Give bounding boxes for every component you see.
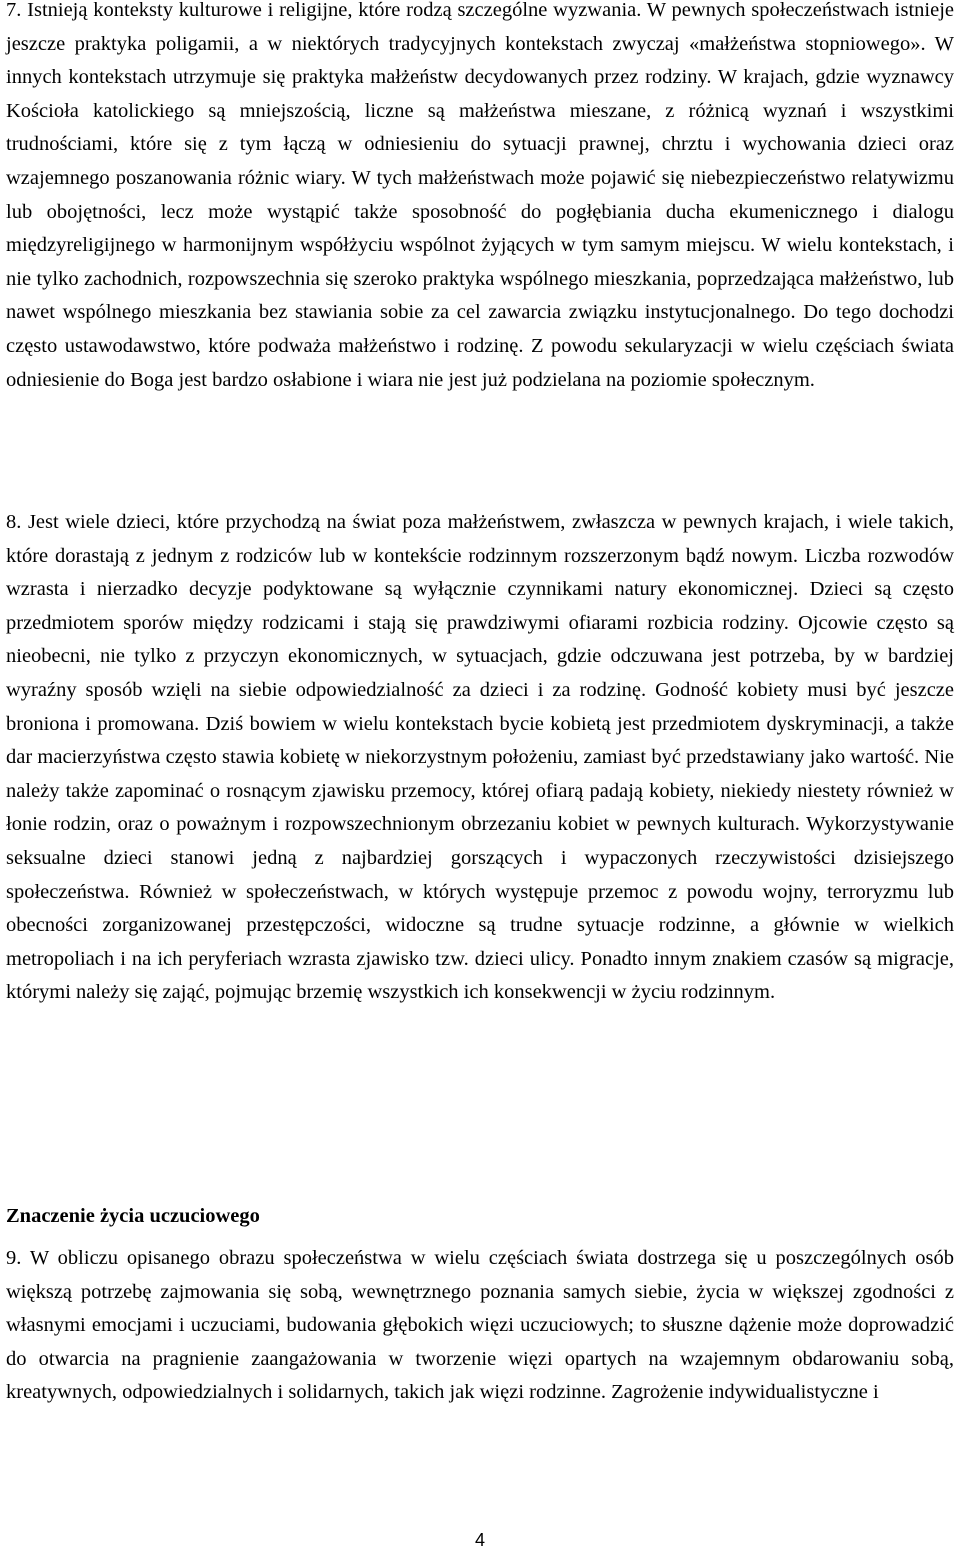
section-heading: Znaczenie życia uczuciowego bbox=[6, 1205, 260, 1227]
page-number: 4 bbox=[474, 1530, 485, 1550]
paragraph-9: 9. W obliczu opisanego obrazu społeczeństwa w wielu częściach świata dostrzega się u poszczególnych osób większą potrzebę zajmowania się sobą, wewnętrznego poznania samych siebie, życia w większej zgodności z własnymi emocjami i uczuciami, budowania głębokich więzi uczuciowych; to słuszne dążenie może doprowadzić do otwarcia na pragnienie zaangażowania w tworzenie więzi opartych na wzajemnym obdarowaniu sobą, kreatywnych, odpowiedzialnych i solidarnych, takich jak więzi rodzinne. Zagrożenie indywidualistyczne i bbox=[6, 1247, 954, 1404]
paragraph-7: 7. Istnieją konteksty kulturowe i religijne, które rodzą szczególne wyzwania. W pewnych społeczeństwach istnieje jeszcze praktyka poligamii, a w niektórych tradycyjnych kontekstach zwyczaj «małżeństwa stopniowego». W innych kontekstach utrzymuje się praktyka małżeństw decydowanych przez rodziny. W krajach, gdzie wyznawcy Kościoła katolickiego są mniejszością, liczne są małżeństwa mieszane, z różnicą wyznań i wszystkimi trudnościami, które się z tym łączą w odniesieniu do sytuacji prawnej, chrztu i wychowania dzieci oraz wzajemnego poszanowania różnic wiary. W tych małżeństwach może pojawić się niebezpieczeństwo relatywizmu lub obojętności, lecz może wystąpić także sposobność do pogłębiania ducha ekumenicznego i dialogu międzyreligijnego w harmonijnym współżyciu wspólnot żyjących w tym samym miejscu. W wielu kontekstach, i nie tylko zachodnich, rozpowszechnia się szeroko praktyka wspólnego mieszkania, poprzedzająca małżeństwo, lub nawet wspólnego mieszkania bez stawiania sobie za cel zawarcia związku instytucjonalnego. Do tego dochodzi często ustawodawstwo, które podważa małżeństwo i rodzinę. Z powodu sekularyzacji w wielu częściach świata odniesienie do Boga jest bardzo osłabione i wiara nie jest już podzielana na poziomie społecznym. bbox=[6, 0, 954, 391]
paragraph-8: 8. Jest wiele dzieci, które przychodzą na świat poza małżeństwem, zwłaszcza w pewnych krajach, i wiele takich, które dorastają z jednym z rodziców lub w kontekście rodzinnym rozszerzonym bądź nowym. Liczba rozwodów wzrasta i nierzadko decyzje podyktowane są wyłącznie czynnikami natury ekonomicznej. Dzieci są często przedmiotem sporów między rodzicami i stają się prawdziwymi ofiarami rozbicia rodziny. Ojcowie często są nieobecni, nie tylko z przyczyn ekonomicznych, w sytuacjach, gdzie odczuwana jest potrzeba, by w bardziej wyraźny sposób wzięli na siebie odpowiedzialność za dzieci i za rodzinę. Godność kobiety musi być jeszcze broniona i promowana. Dziś bowiem w wielu kontekstach bycie kobietą jest przedmiotem dyskryminacji, a także dar macierzyństwa często stawia kobietę w niekorzystnym położeniu, zamiast być przedstawiany jako wartość. Nie należy także zapominać o rosnącym zjawisku przemocy, której ofiarą padają kobiety, niekiedy niestety również w łonie rodzin, oraz o poważnym i rozpowszechnionym obrzezaniu kobiet w pewnych kulturach. Wykorzystywanie seksualne dzieci stanowi jedną z najbardziej gorszących i wypaczonych rzeczywistości dzisiejszego społeczeństwa. Również w społeczeństwach, w których występuje przemoc z powodu wojny, terroryzmu lub obecności zorganizowanej przestępczości, widoczne są trudne sytuacje rodzinne, a głównie w wielkich metropoliach i na ich peryferiach wzrasta zjawisko tzw. dzieci ulicy. Ponadto innym znakiem czasów są migracje, którymi należy się zająć, pojmując brzemię wszystkich ich konsekwencji w życiu rodzinnym. bbox=[6, 511, 954, 1004]
